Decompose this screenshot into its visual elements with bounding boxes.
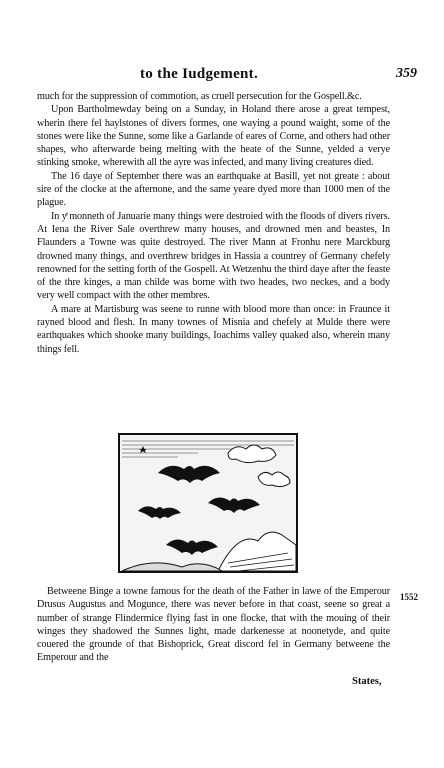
paragraph: The 16 daye of September there was an earthquake at Basill, yet not greate : about sire of the clocke at the afternone, and the same yeare dyed more than 1000 men of the plague.	[37, 170, 390, 209]
woodcut-illustration	[118, 433, 298, 573]
paragraph: Upon Bartholmewday being on a Sunday, in Holand there arose a great tempest, wherin there fel haylstones of divers formes, one waying a pound waight, some of the stones were like the Sunne, some like a Garlande of eares of Corne, and others had other shapes, who afterwarde being melting with the heate of the Sunne, yelded a verye stinking smoke, wherewith all the ayre was infected, and many living creatures died.	[37, 104, 390, 169]
page-number: 359	[396, 66, 417, 81]
running-head	[0, 66, 444, 86]
running-title: to the Iudgement.	[140, 66, 259, 82]
catchword: States,	[352, 676, 382, 687]
paragraph: Betweene Binge a towne famous for the death of the Father in lawe of the Emperour Drusus Augustus and Mogunce, there was never before in that coast, seene so great a number of strange Flindermice flying fast in one flocke, that with the mouing of their winges they shadowed the Sunnes light, made darkenesse at noonetyde, and quite couered the grounde of that Bishoprick, Great discord fel in Germany betweene the Emperour and the	[37, 586, 390, 664]
margin-year: 1552	[400, 592, 418, 602]
paragraph: much for the suppression of commotion, as cruell persecution for the Gospell.&c.	[37, 91, 362, 102]
paragraph: A mare at Martisburg was seene to runne with blood more than once: in Fraunce it rayned blood and flesh. In many townes of Misnia and chefely at Mulde there were earthquakes which shooke many buildings, Ioachims valley quaked also, wherein many things fell.	[37, 303, 390, 355]
body-text	[37, 90, 390, 356]
paragraph: In yͤ monneth of Januarie many things were destroied with the floods of divers rivers. At Iena the River Sale overthrew many houses, and drowned men and beastes, In Flaunders a Towne was quite destroyed. The river Mann at Fronhu nere Marckburg drowned many things, and overthrew bridges in Hassia a countrey of Germany chefely renowned for the setting forth of the Gospell. At Wetzenhu the third daye after the feaste of the thre kinges, a man childe was borne with two heades, two neckes, and a body very well compact with the other membres.	[37, 210, 390, 302]
caption-paragraph	[37, 585, 390, 665]
